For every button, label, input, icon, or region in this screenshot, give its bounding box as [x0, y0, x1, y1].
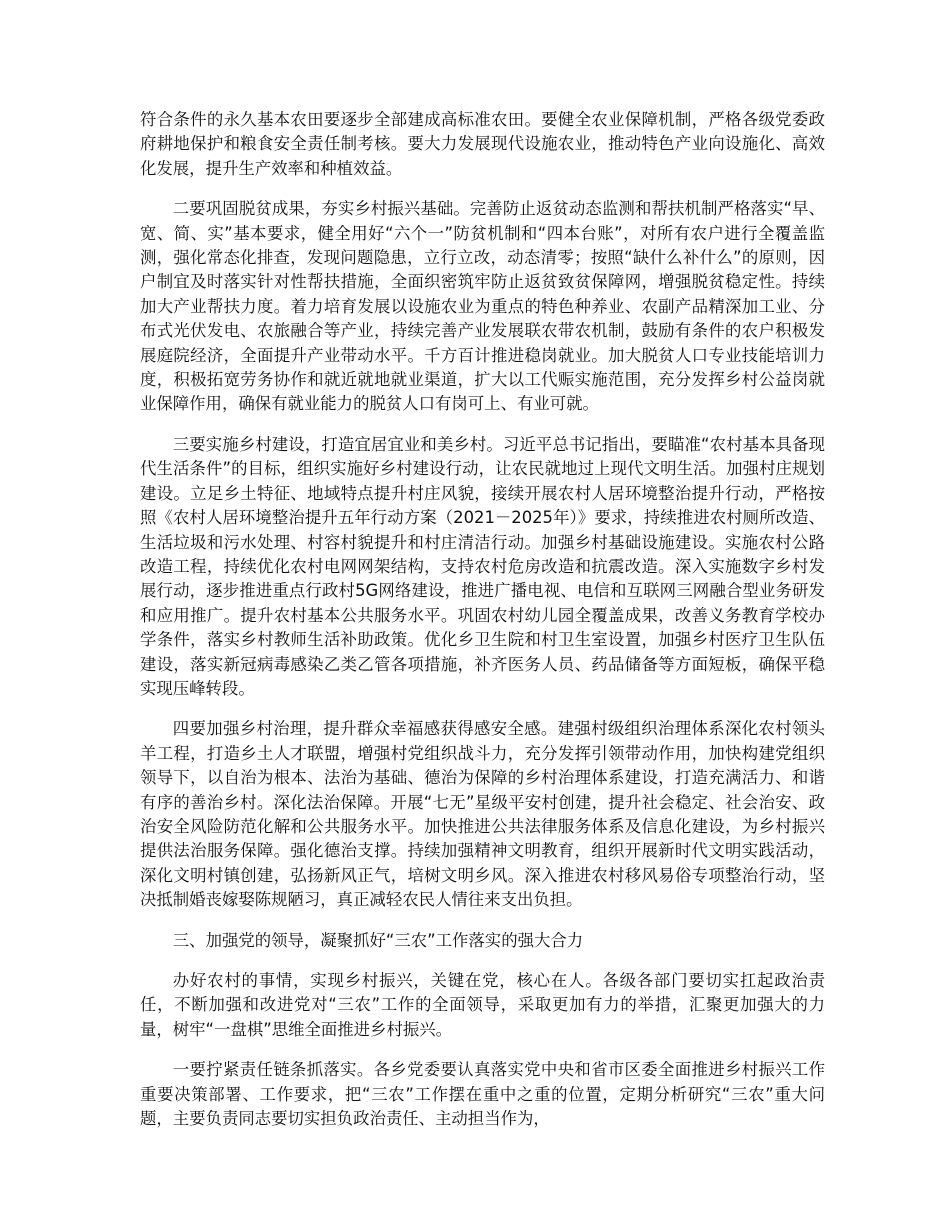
section-heading: 三、加强党的领导，凝聚抓好“三农”工作落实的强大合力	[172, 930, 584, 950]
paragraph-poverty-consolidation: 二要巩固脱贫成果，夯实乡村振兴基础。完善防止返贫动态监测和帮扶机制严格落实“早、宽、简、实”基本要求，健全用好“六个一”防贫机制和“四本台账”，对所有农户进行全覆盖监测，强化常态化排查，发现问题隐患，立行立改，动态清零；按照“缺什么补什么”的原则，因户制宜及时落实针对性帮扶措施，全面织密筑牢防止返贫致贫保障网，增强脱贫稳定性。持续加大产业帮扶力度。着力培育发展以设施农业为重点的特色种养业、农副产品精深加工业、分布式光伏发电、农旅融合等产业，持续完善产业发展联农带农机制，鼓励有条件的农户积极发展庭院经济，全面提升产业带动水平。千方百计推进稳岗就业。加大脱贫人口专业技能培训力度，积极拓宽劳务协作和就近就地就业渠道，扩大以工代赈实施范围，充分发挥乡村公益岗就业保障作用，确保有就业能力的脱贫人口有岗可上、有业可就。	[140, 199, 825, 414]
paragraph-farmland: 符合条件的永久基本农田要逐步全部建成高标准农田。要健全农业保障机制，严格各级党委政府耕地保护和粮食安全责任制考核。要大力发展现代设施农业，推动特色产业向设施化、高效化发展，提升生产效率和种植效益。	[140, 110, 825, 178]
document-page	[140, 108, 825, 1147]
paragraph-responsibility: 一要拧紧责任链条抓落实。各乡党委要认真落实党中央和省市区委全面推进乡村振兴工作重要决策部署、工作要求，把“三农”工作摆在重中之重的位置，定期分析研究“三农”重大问题，主要负责同志要切实担负政治责任、主动担当作为，	[140, 1060, 825, 1129]
paragraph-party-leadership: 办好农村的事情，实现乡村振兴，关键在党，核心在人。各级各部门要切实扛起政治责任，不断加强和改进党对“三农”工作的全面领导，采取更加有力的举措，汇聚更加强大的力量，树牢“一盘棋”思维全面推进乡村振兴。	[140, 971, 825, 1039]
paragraph-rural-governance: 四要加强乡村治理，提升群众幸福感获得感安全感。建强村级组织治理体系深化农村领头羊工程，打造乡土人才联盟，增强村党组织战斗力，充分发挥引领带动作用，加快构建党组织领导下，以自治为根本、法治为基础、德治为保障的乡村治理体系建设，打造充满活力、和谐有序的善治乡村。深化法治保障。开展“七无”星级平安村创建，提升社会稳定、社会治安、政治安全风险防范化解和公共服务水平。加快推进公共法律服务体系及信息化建设，为乡村振兴提供法治服务保障。强化德治支撑。持续加强精神文明教育，组织开展新时代文明实践活动，深化文明村镇创建，弘扬新风正气，培树文明乡风。深入推进农村移风易俗专项整治行动，坚决抵制婚丧嫁娶陈规陋习，真正减轻农民人情往来支出负担。	[140, 719, 825, 910]
paragraph-rural-construction: 三要实施乡村建设，打造宜居宜业和美乡村。习近平总书记指出，要瞄准“农村基本具备现代生活条件”的目标，组织实施好乡村建设行动，让农民就地过上现代文明生活。加强村庄规划建设。立足乡土特征、地域特点提升村庄风貌，接续开展农村人居环境整治提升行动，严格按照《农村人居环境整治提升五年行动方案（2021－2025年）》要求，持续推进农村厕所改造、生活垃圾和污水处理、村容村貌提升和村庄清洁行动。加强乡村基础设施建设。实施农村公路改造工程，持续优化农村电网网架结构，支持农村危房改造和抗震改造。深入实施数字乡村发展行动，逐步推进重点行政村5G网络建设，推进广播电视、电信和互联网三网融合型业务研发和应用推广。提升农村基本公共服务水平。巩固农村幼儿园全覆盖成果，改善义务教育学校办学条件，落实乡村教师生活补助政策。优化乡卫生院和村卫生室设置，加强乡村医疗卫生队伍建设，落实新冠病毒感染乙类乙管各项措施，补齐医务人员、药品储备等方面短板，确保平稳实现压峰转段。	[140, 434, 825, 698]
